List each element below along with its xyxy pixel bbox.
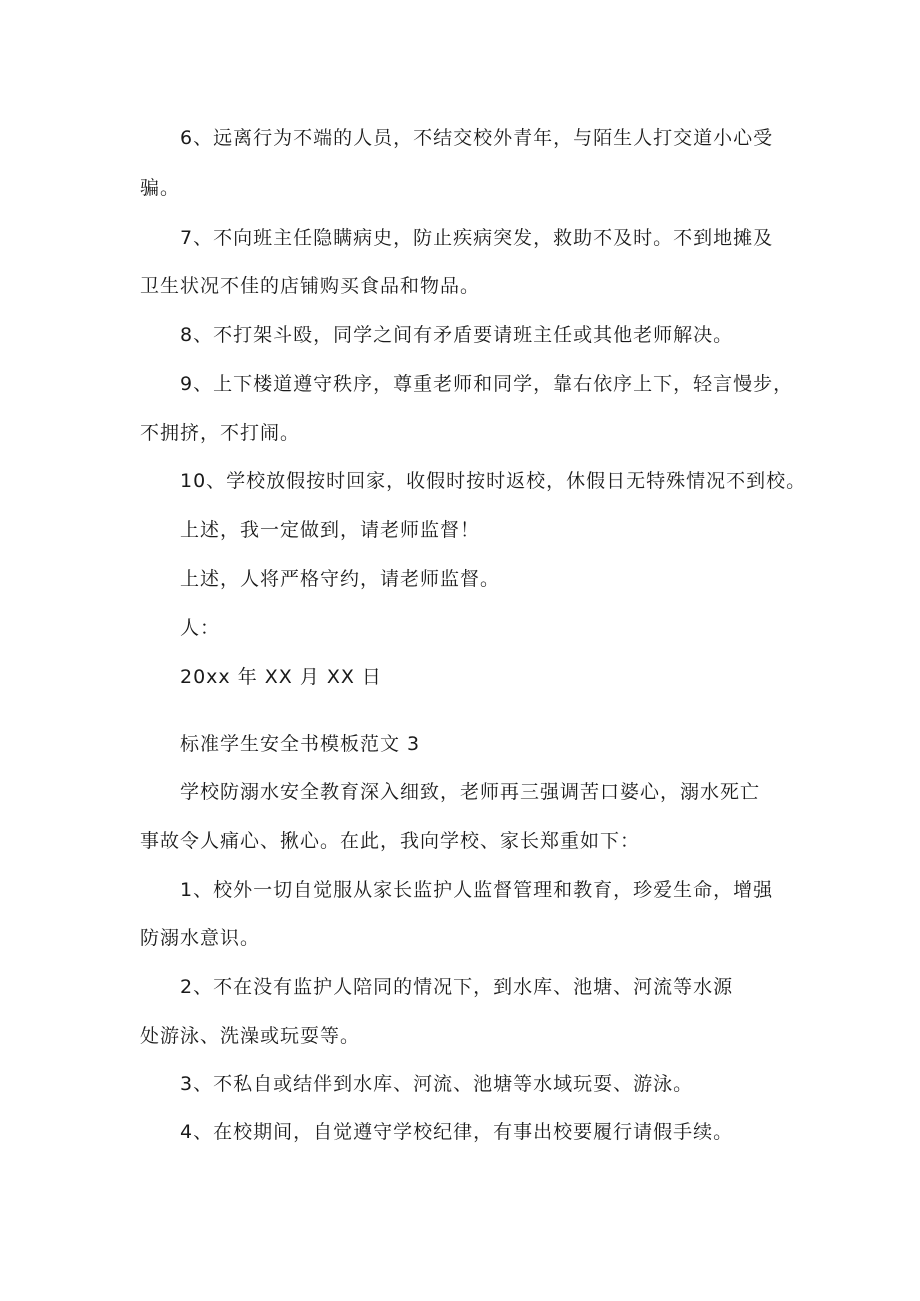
rule-8-line: 8、不打架斗殴，同学之间有矛盾要请班主任或其他老师解决。 [180,324,734,346]
intro-line-1: 学校防溺水安全教育深入细致，老师再三强调苦口婆心，溺水死亡 [180,781,761,803]
pledge-line-2: 上述，人将严格守约，请老师监督。 [180,568,501,590]
rule-9-line-2: 不拥挤，不打闹。 [140,422,301,444]
item-3-line: 3、不私自或结伴到水库、河流、池塘等水域玩耍、游泳。 [180,1073,694,1095]
item-4-line: 4、在校期间，自觉遵守学校纪律，有事出校要履行请假手续。 [180,1121,734,1143]
rule-6-line-2: 骗。 [140,177,181,199]
date-line: 20xx 年 XX 月 XX 日 [180,666,382,688]
item-1-line-1: 1、校外一切自觉服从家长监护人监督管理和教育，珍爱生命，增强 [180,879,774,901]
rule-9-line-1: 9、上下楼道遵守秩序，尊重老师和同学，靠右依序上下，轻言慢步， [180,373,794,395]
item-2-line-2: 处游泳、洗澡或玩耍等。 [140,1025,361,1047]
item-2-line-1: 2、不在没有监护人陪同的情况下，到水库、池塘、河流等水源 [180,976,734,998]
pledge-line-1: 上述，我一定做到，请老师监督！ [180,519,481,541]
intro-line-2: 事故令人痛心、揪心。在此，我向学校、家长郑重如下： [140,830,641,852]
item-1-line-2: 防溺水意识。 [140,927,261,949]
rule-7-line-2: 卫生状况不佳的店铺购买食品和物品。 [140,275,481,297]
signature-label: 人： [180,617,221,639]
rule-7-line-1: 7、不向班主任隐瞒病史，防止疾病突发，救助不及时。不到地摊及 [180,227,774,249]
rule-6-line-1: 6、远离行为不端的人员，不结交校外青年，与陌生人打交道小心受 [180,127,774,149]
rule-10-line: 10、学校放假按时回家，收假时按时返校，休假日无特殊情况不到校。 [180,470,807,492]
section-title: 标准学生安全书模板范文 3 [180,733,421,755]
